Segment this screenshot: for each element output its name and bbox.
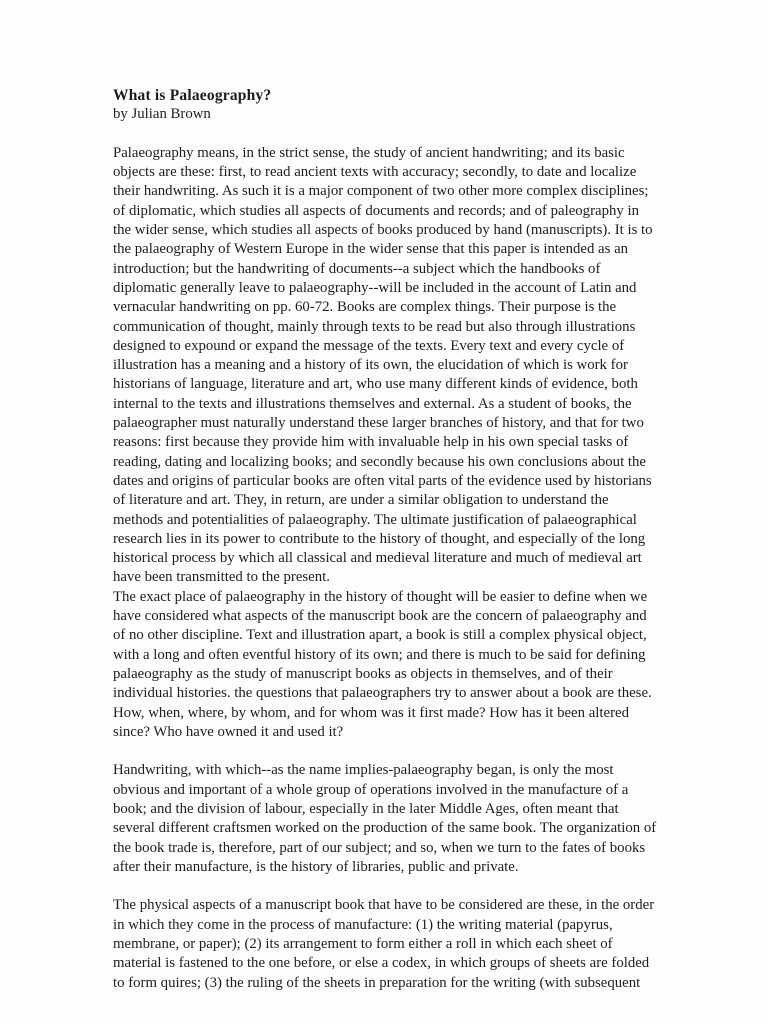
paragraph-1: Palaeography means, in the strict sense, the study of ancient handwriting; and its basic objects are these: first, to read ancient texts with accuracy; secondly, to date and localize their handwriting. As such it is a major component of two other more complex disciplines; of diplomatic, which studies all aspects of documents and records; and of paleography in the wider sense, which studies all aspects of books produced by hand (manuscripts). It is to the palaeography of Western Europe in the wider sense that this paper is intended as an introduction; but the handwriting of documents--a subject which the handbooks of diplomatic generally leave to palaeography--will be included in the account of Latin and vernacular handwriting on pp. 60-72. Books are complex things. Their purpose is the communication of thought, mainly through texts to be read but also through illustrations designed to expound or expand the message of the texts. Every text and every cycle of illustration has a meaning and a history of its own, the elucidation of which is work for historians of language, literature and art, who use many different kinds of evidence, both internal to the texts and illustrations themselves and external. As a student of books, the palaeographer must naturally understand these larger branches of history, and that for two reasons: first because they provide him with invaluable help in his own special tasks of reading, dating and localizing books; and secondly because his own conclusions about the dates and origins of particular books are often vital parts of the evidence used by historians of literature and art. They, in return, are under a similar obligation to understand the methods and potentialities of palaeography. The ultimate justification of palaeographical research lies in its power to contribute to the history of thought, and especially of the long historical process by which all classical and medieval literature and much of medieval art have been transmitted to the present. [113, 144, 653, 586]
paragraph-3: Handwriting, with which--as the name implies-palaeography began, is only the most obvious and important of a whole group of operations involved in the manufacture of a book; and the division of labour, especially in the later Middle Ages, often meant that several different craftsmen worked on the production of the same book. The organization of the book trade is, therefore, part of our subject; and so, when we turn to the fates of books after their manufacture, is the history of libraries, public and private. [113, 762, 657, 875]
document-byline: by Julian Brown [113, 106, 211, 123]
paragraph-2: The exact place of palaeography in the history of thought will be easier to define when we have considered what aspects of the manuscript book are the concern of palaeography and of no other discipline. Text and illustration apart, a book is still a complex physical object, with a long and often eventful history of its own; and there is much to be said for defining palaeography as the study of manuscript books as objects in themselves, and of their individual histories. the questions that palaeographers try to answer about a book are these. How, when, where, by whom, and for whom was it first made? How has it been altered since? Who have owned it and used it? [113, 588, 652, 740]
paragraph-4: The physical aspects of a manuscript book that have to be considered are these, in the order in which they come in the process of manufacture: (1) the writing material (papyrus, membrane, or paper); (2) its arrangement to form either a roll in which each sheet of material is fastened to the one before, or else a codex, in which groups of sheets are folded to form quires; (3) the ruling of the sheets in preparation for the writing (with subsequent [113, 897, 655, 991]
document-title: What is Palaeography? [113, 87, 272, 104]
page-content [113, 86, 659, 993]
